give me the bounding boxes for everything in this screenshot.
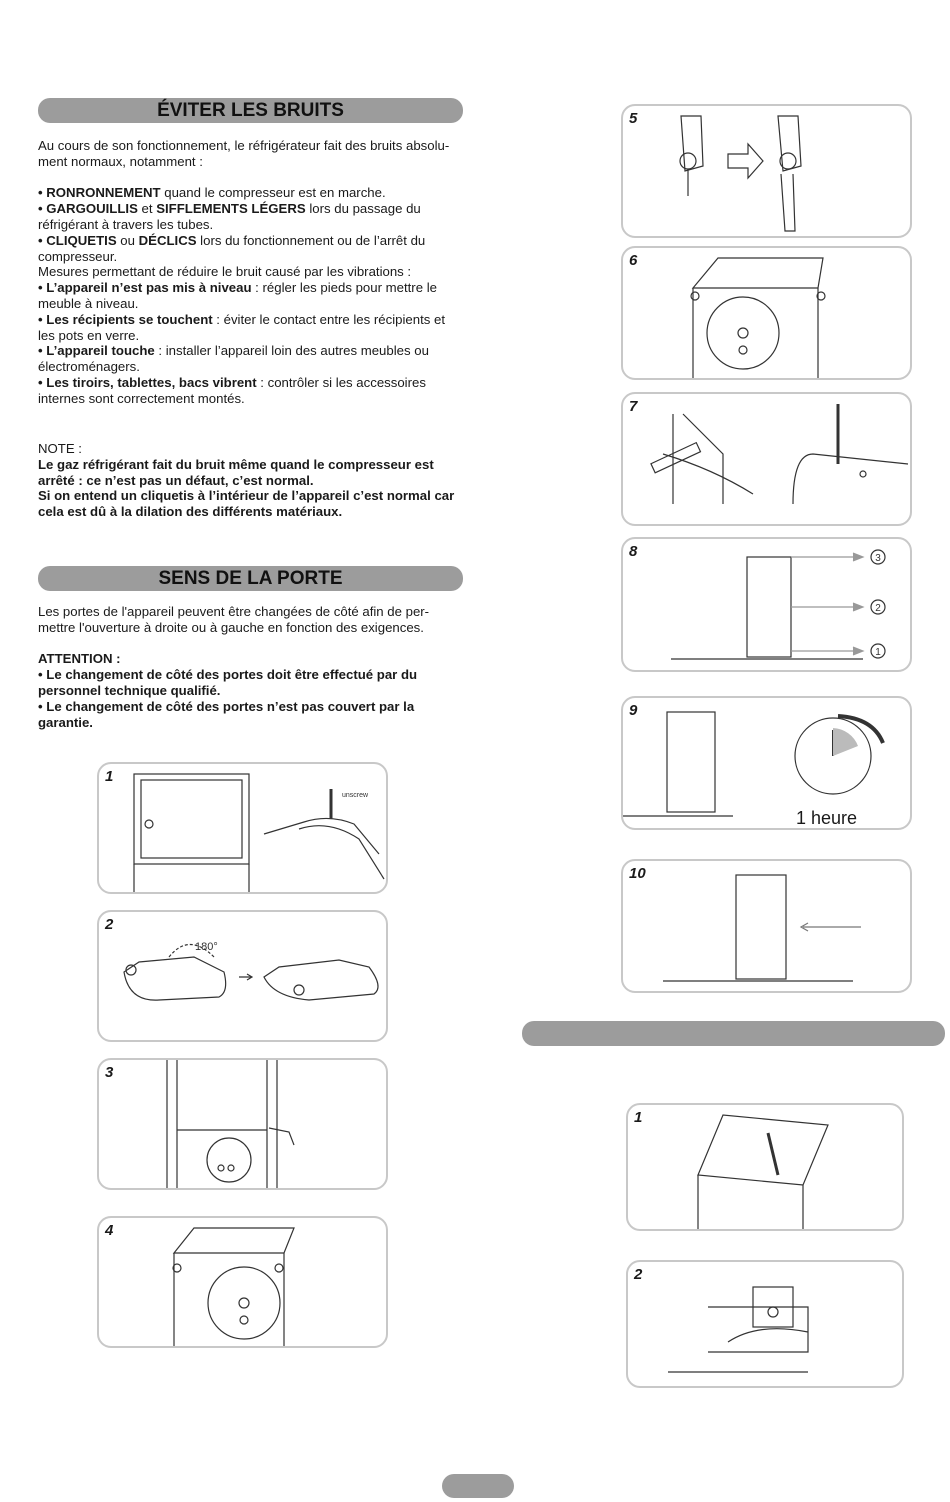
- circled-number: 3: [875, 553, 881, 564]
- noise-intro: Au cours de son fonctionnement, le réfrigérateur fait des bruits absolu-ment normaux, notamment :: [38, 138, 450, 169]
- door-intro: Les portes de l'appareil peuvent être changées de côté afin de per-mettre l'ouverture à droite ou à gauche en fonction des exigences.: [38, 604, 430, 635]
- note-block: [38, 441, 463, 520]
- step-number: 2: [634, 1266, 643, 1283]
- measure-item-2: • Les récipients se touchent : éviter le contact entre les récipients et les pots en verre.: [38, 311, 445, 343]
- top-panel-screwdriver-illustration: [628, 1105, 902, 1229]
- section-bar-noise: ÉVITER LES BRUITS: [38, 98, 463, 123]
- step-box-left-4: [97, 1216, 388, 1348]
- note-text-2: Si on entend un cliquetis à l’intérieur de l’appareil c’est normal car cela est dû à la dilation des différents matériaux.: [38, 488, 455, 520]
- step-box-bottom-2: [626, 1260, 904, 1388]
- lower-hinge-illustration: [628, 1262, 902, 1386]
- step-number: 2: [105, 916, 114, 933]
- measure-item-4: • Les tiroirs, tablettes, bacs vibrent : contrôler si les accessoires internes sont correctement montés.: [38, 374, 426, 406]
- step-number: 1: [634, 1109, 643, 1126]
- unscrew-label: unscrew: [342, 792, 369, 799]
- top-cover-hinge-illustration: [99, 1218, 386, 1346]
- step-box-right-8: [621, 537, 912, 672]
- circled-number: 2: [875, 603, 881, 614]
- attention-text-2: • Le changement de côté des portes n’est pas couvert par la garantie.: [38, 698, 415, 730]
- section-bar-door: SENS DE LA PORTE: [38, 566, 463, 591]
- step-box-left-1: [97, 762, 388, 894]
- screwdriver-hinge-illustration: [623, 394, 910, 524]
- step-box-right-6: [621, 246, 912, 380]
- section-bar-blank: [522, 1021, 945, 1046]
- wait-one-hour-illustration: [623, 698, 910, 828]
- note-text-1: Le gaz réfrigérant fait du bruit même quand le compresseur est arrêté : ce n’est pas un défaut, c’est normal.: [38, 456, 434, 488]
- step-box-right-10: [621, 859, 912, 993]
- one-hour-label: 1 heure: [796, 808, 858, 828]
- noise-item-1: • RONRONNEMENT quand le compresseur est en marche.: [38, 185, 386, 201]
- step-number: 8: [629, 543, 638, 560]
- step-number: 4: [105, 1222, 114, 1239]
- step-number: 6: [629, 252, 638, 269]
- attention-text-1: • Le changement de côté des portes doit être effectué par du personnel technique qualifié.: [38, 667, 418, 698]
- step-box-right-7: [621, 392, 912, 526]
- step-box-left-3: [97, 1058, 388, 1190]
- measure-item-1: • L’appareil n’est pas mis à niveau : régler les pieds pour mettre le meuble à niveau.: [38, 280, 437, 311]
- step-box-left-2: [97, 910, 388, 1042]
- measure-item-3: • L’appareil touche : installer l’appareil loin des autres meubles ou électroménagers.: [38, 343, 429, 375]
- noise-text-block: [38, 138, 463, 407]
- step-number: 1: [105, 768, 114, 785]
- angle-label: 180°: [195, 941, 218, 953]
- hinge-screws-illustration: [99, 1060, 386, 1188]
- hinge-rotate-illustration: [99, 912, 386, 1040]
- page-number-pill: [442, 1474, 514, 1498]
- attention-label: ATTENTION :: [38, 651, 121, 667]
- noise-item-2: • GARGOUILLIS et SIFFLEMENTS LÉGERS lors du passage du réfrigérant à travers les tubes.: [38, 201, 421, 232]
- final-check-illustration: [623, 861, 910, 991]
- step-number: 5: [629, 110, 638, 127]
- noise-item-3: • CLIQUETIS ou DÉCLICS lors du fonctionnement ou de l’arrêt du compresseur.: [38, 232, 426, 264]
- door-text-block: [38, 604, 463, 730]
- step-number: 10: [629, 865, 646, 882]
- step-box-right-9: [621, 696, 912, 830]
- door-alignment-illustration: [623, 539, 910, 670]
- step-number: 7: [629, 398, 638, 415]
- circled-number: 1: [875, 647, 881, 658]
- note-label: NOTE :: [38, 441, 82, 456]
- fridge-top-unscrew-illustration: [99, 764, 386, 892]
- step-box-right-5: [621, 104, 912, 238]
- hinge-pin-swap-illustration: [623, 106, 910, 236]
- step-box-bottom-1: [626, 1103, 904, 1231]
- top-cover-refit-illustration: [623, 248, 910, 378]
- measures-intro: Mesures permettant de réduire le bruit causé par les vibrations :: [38, 264, 412, 280]
- step-number: 9: [629, 702, 638, 719]
- step-number: 3: [105, 1064, 114, 1081]
